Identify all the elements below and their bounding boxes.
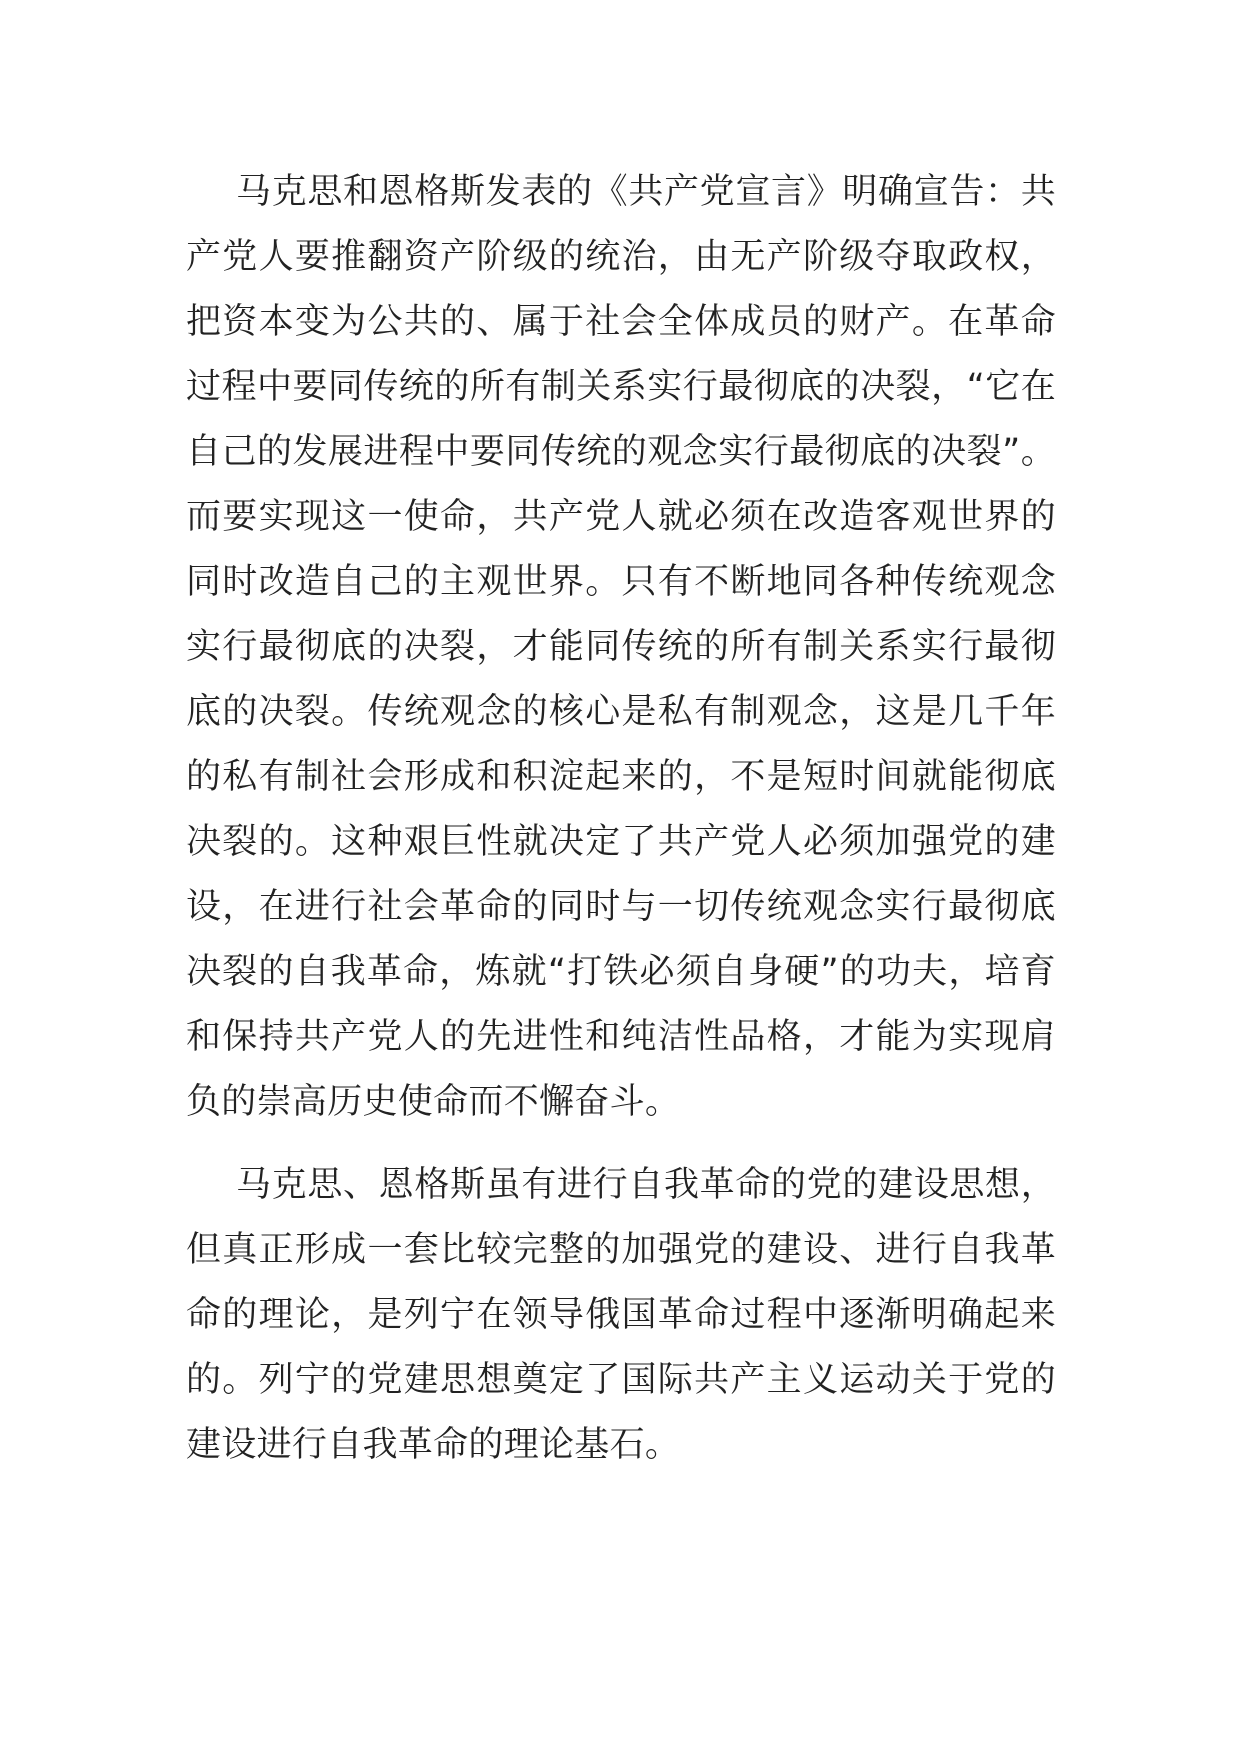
document-body [186, 160, 1056, 1496]
paragraph-2: 马克思、恩格斯虽有进行自我革命的党的建设思想，但真正形成一套比较完整的加强党的建设、进行自我革命的理论，是列宁在领导俄国革命过程中逐渐明确起来的。列宁的党建思想奠定了国际共产主义运动关于党的建设进行自我革命的理论基石。 [186, 1165, 1056, 1465]
paragraph-1: 马克思和恩格斯发表的《共产党宣言》明确宣告：共产党人要推翻资产阶级的统治，由无产阶级夺取政权，把资本变为公共的、属于社会全体成员的财产。在革命过程中要同传统的所有制关系实行最彻底的决裂，“它在自己的发展进程中要同传统的观念实行最彻底的决裂”。而要实现这一使命，共产党人就必须在改造客观世界的同时改造自己的主观世界。只有不断地同各种传统观念实行最彻底的决裂，才能同传统的所有制关系实行最彻底的决裂。传统观念的核心是私有制观念，这是几千年的私有制社会形成和积淀起来的，不是短时间就能彻底决裂的。这种艰巨性就决定了共产党人必须加强党的建设，在进行社会革命的同时与一切传统观念实行最彻底决裂的自我革命，炼就“打铁必须自身硬”的功夫，培育和保持共产党人的先进性和纯洁性品格，才能为实现肩负的崇高历史使命而不懈奋斗。 [186, 172, 1056, 1122]
